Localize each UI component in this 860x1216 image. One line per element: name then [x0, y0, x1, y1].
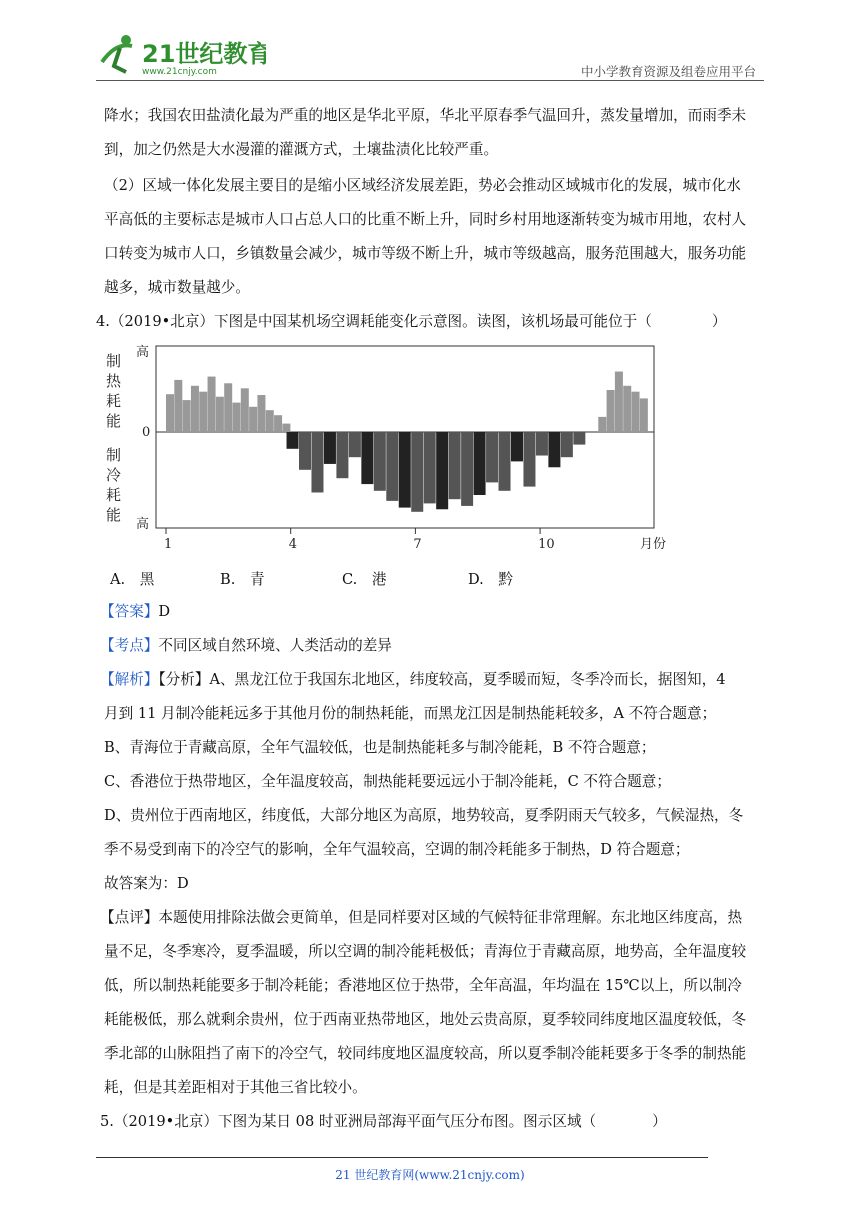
- question-5: [100, 1112, 667, 1132]
- answer-line: [100, 602, 170, 622]
- cool-bar: [424, 432, 436, 503]
- svg-text:21世纪教育: 21世纪教育: [142, 40, 266, 68]
- text-line: B、青海位于青藏高原，全年气温较低，也是制热能耗多与制冷能耗，B 不符合题意；: [104, 739, 656, 756]
- y-label-heat: 制热耗能: [106, 352, 122, 430]
- cool-bar: [511, 432, 523, 461]
- cool-bar: [361, 432, 373, 484]
- svg-text:www.21cnjy.com: www.21cnjy.com: [142, 67, 217, 77]
- question-5-bracket: ）: [652, 1113, 667, 1130]
- text-line: 耗，但是其差距相对于其他三省比较小。: [104, 1079, 367, 1096]
- question-5-text: 5.（2019•北京）下图为某日 08 时亚洲局部海平面气压分布图。图示区域（: [100, 1113, 597, 1130]
- knowledge-point-tag: 【考点】: [100, 637, 159, 654]
- x-tick-label: 7: [413, 537, 422, 552]
- cool-bar: [486, 432, 498, 482]
- text-line: 平高低的主要标志是城市人口占总人口的比重不断上升，同时乡村用地逐渐转变为城市用地，农村人: [104, 211, 747, 228]
- text-line: 量不足，冬季寒冷，夏季温暖，所以空调的制冷能耗极低；青海位于青藏高原，地势高，全年温度较: [104, 943, 747, 960]
- cool-bar: [523, 432, 535, 487]
- site-name: 中小学教育资源及组卷应用平台: [580, 64, 756, 79]
- x-unit-label: 月份: [640, 537, 667, 552]
- cool-bar: [349, 432, 361, 457]
- cool-bar: [449, 432, 461, 499]
- text-line: 故答案为：D: [104, 875, 189, 892]
- cool-bar: [536, 432, 548, 456]
- text-line: 越多，城市数量越少。: [104, 279, 250, 296]
- knowledge-point-text: 不同区域自然环境、人类活动的差异: [158, 637, 392, 654]
- heat-bar: [241, 388, 249, 432]
- cool-bar: [411, 432, 423, 512]
- cool-bar: [374, 432, 386, 491]
- text-line: （2）区域一体化发展主要目的是缩小区域经济发展差距，势必会推动区域城市化的发展，城市化水: [104, 177, 741, 194]
- heat-bar: [615, 372, 623, 432]
- heat-bar: [249, 407, 257, 432]
- question-4-text: 4.（2019•北京）下图是中国某机场空调耗能变化示意图。读图，该机场最可能位于（: [96, 313, 652, 330]
- ac-energy-chart: [96, 336, 686, 558]
- cool-bar: [561, 432, 573, 457]
- analysis-tag: 【解析】: [100, 671, 159, 688]
- heat-bar: [199, 392, 207, 432]
- heat-bar: [174, 380, 182, 432]
- question-4-bracket: ）: [711, 313, 727, 330]
- heat-bar: [623, 386, 631, 432]
- text-line: D、贵州位于西南地区，纬度低，大部分地区为高原，地势较高，夏季阴雨天气较多，气候湿热，冬: [104, 807, 744, 824]
- cool-bar: [287, 432, 299, 449]
- heat-bar: [266, 410, 274, 432]
- y-label-cool: 制冷耗能: [106, 446, 122, 524]
- cool-bar: [436, 432, 448, 509]
- heat-bar: [191, 386, 199, 432]
- footer-divider: [96, 1157, 708, 1158]
- x-tick-label: 1: [164, 537, 173, 552]
- y-high-top: 高: [136, 345, 150, 360]
- answer-value: D: [158, 603, 171, 620]
- site-logo: [96, 32, 266, 78]
- heat-bar: [216, 397, 224, 432]
- heat-bar: [183, 400, 191, 432]
- x-tick-label: 4: [288, 537, 297, 552]
- header-divider: [96, 80, 764, 81]
- cool-bar: [499, 432, 511, 491]
- cool-bar: [336, 432, 348, 478]
- cool-bar: [573, 432, 585, 445]
- text-line: 到，加之仍然是大水漫灌的灌溉方式，土壤盐渍化比较严重。: [104, 141, 499, 158]
- cool-bar: [324, 432, 336, 464]
- analysis-line: [100, 670, 725, 690]
- footer-text: 21 世纪教育网(www.21cnjy.com): [335, 1168, 525, 1182]
- analysis-text: 【分析】A、黑龙江位于我国东北地区，纬度较高，夏季暖而短，冬季冷而长，据图知，4: [158, 671, 726, 688]
- option-d[interactable]: D. 黔: [468, 571, 514, 588]
- question-4: [96, 312, 726, 332]
- heat-bar: [598, 417, 606, 432]
- heat-bar: [282, 424, 290, 432]
- heat-bar: [632, 392, 640, 432]
- option-b[interactable]: B. 青: [220, 571, 265, 588]
- heat-bar: [233, 403, 241, 432]
- text-line: C、香港位于热带地区，全年温度较高，制热能耗要远远小于制冷能耗，C 不符合题意；: [104, 773, 671, 790]
- cool-bar: [399, 432, 411, 508]
- y-zero: 0: [142, 425, 151, 440]
- text-line: 降水；我国农田盐渍化最为严重的地区是华北平原，华北平原春季气温回升，蒸发量增加，而雨季未: [104, 107, 747, 124]
- cool-bar: [311, 432, 323, 492]
- option-c[interactable]: C. 港: [342, 571, 387, 588]
- text-line: 口转变为城市人口，乡镇数量会减少，城市等级不断上升，城市等级越高，服务范围越大，服务功能: [104, 245, 747, 262]
- heat-bar: [607, 390, 615, 432]
- cool-bar: [548, 432, 560, 467]
- cool-bar: [474, 432, 486, 495]
- text-line: 季不易受到南下的冷空气的影响，全年气温较高，空调的制冷耗能多于制热，D 符合题意；: [104, 841, 690, 858]
- x-tick-label: 10: [538, 537, 555, 552]
- heat-bar: [274, 415, 282, 432]
- text-line: 低，所以制热耗能要多于制冷耗能；香港地区位于热带，全年高温，年均温在 15℃以上，所以制冷: [104, 977, 742, 994]
- cool-bar: [299, 432, 311, 470]
- answer-tag: 【答案】: [100, 603, 159, 620]
- text-line: 耗能极低，那么就剩余贵州，位于西南亚热带地区，地处云贵高原，夏季较同纬度地区温度较低，冬: [104, 1011, 747, 1028]
- heat-bar: [166, 394, 174, 432]
- heat-bar: [640, 398, 648, 432]
- knowledge-point-line: [100, 636, 392, 656]
- heat-bar: [257, 395, 265, 432]
- cool-bar: [461, 432, 473, 506]
- y-high-bottom: 高: [136, 517, 150, 532]
- text-line: 月到 11 月制冷能耗远多于其他月份的制热耗能，而黑龙江因是制热能耗较多，A 不符合题意；: [104, 705, 717, 722]
- comment-line: 【点评】本题使用排除法做会更简单，但是同样要对区域的气候特征非常理解。东北地区纬度高，热: [100, 909, 743, 926]
- text-line: 季北部的山脉阻挡了南下的冷空气，较同纬度地区温度较高，所以夏季制冷能耗要多于冬季的制热能: [104, 1045, 747, 1062]
- option-a[interactable]: A. 黑: [110, 571, 155, 588]
- cool-bar: [386, 432, 398, 501]
- heat-bar: [208, 377, 216, 432]
- heat-bar: [224, 383, 232, 432]
